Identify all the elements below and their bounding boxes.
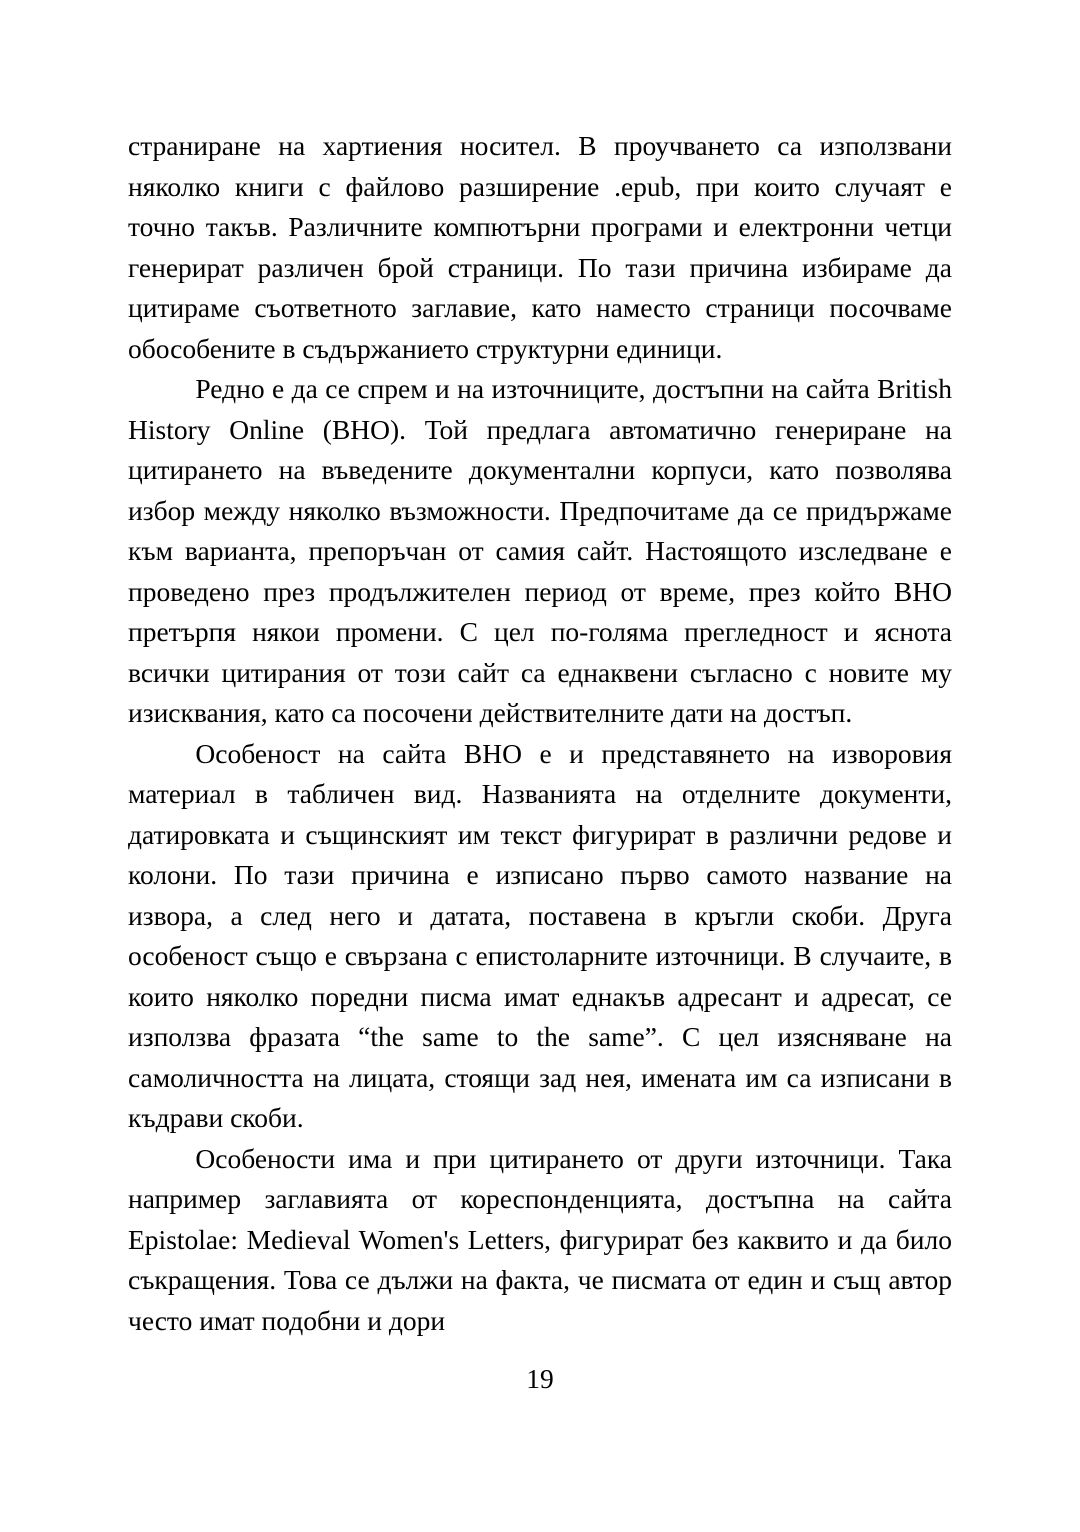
paragraph: страниране на хартиения носител. В проучването са използвани няколко книги с файлово разширение .epub, при които случаят е точно такъв. Различните компютърни програми и електронни четци генерират различен брой страници. По тази причина избираме да цитираме съответното заглавие, като наместо страници посочваме обособените в съдържанието структурни единици. (128, 130, 952, 364)
paragraph: Особеност на сайта BHO е и представянето на изворовия материал в табличен вид. Названията на отделните документи, датировката и същинският им текст фигурират в различни редове и колони. По тази причина е изписано първо самото название на извора, а след него и датата, поставена в кръгли скоби. Друга особеност също е свързана с епистоларните източници. В случаите, в които няколко поредни писма имат еднакъв адресант и адресат, се използва фразата “the same to the same”. С цел изясняване на самоличността на лицата, стоящи зад нея, имената им са изписани в къдрави скоби. (128, 737, 952, 1133)
paragraph: Редно е да се спрем и на източниците, достъпни на сайта British History Online (BHO). Той предлага автоматично генериране на цитирането на въведените документални корпуси, като позволява избор между няколко възможности. Предпочитаме да се придържаме към варианта, препоръчан от самия сайт. Настоящото изследване е проведено през продължителен период от време, през който BHO претърпя някои промени. С цел по-голяма прегледност и яснота всички цитирания от този сайт са еднаквени съгласно с новите му изисквания, като са посочени действителните дати на достъп. (128, 373, 952, 728)
page-number: 19 (526, 1363, 554, 1394)
page-body (128, 126, 952, 1341)
paragraph: Особености има и при цитирането от други източници. Така например заглавията от кореспонденцията, достъпна на сайта Epistolae: Medieval Women's Letters, фигурират без каквито и да било съкращения. Това се дължи на факта, че писмата от един и същ автор често имат подобни и дори (128, 1142, 952, 1336)
